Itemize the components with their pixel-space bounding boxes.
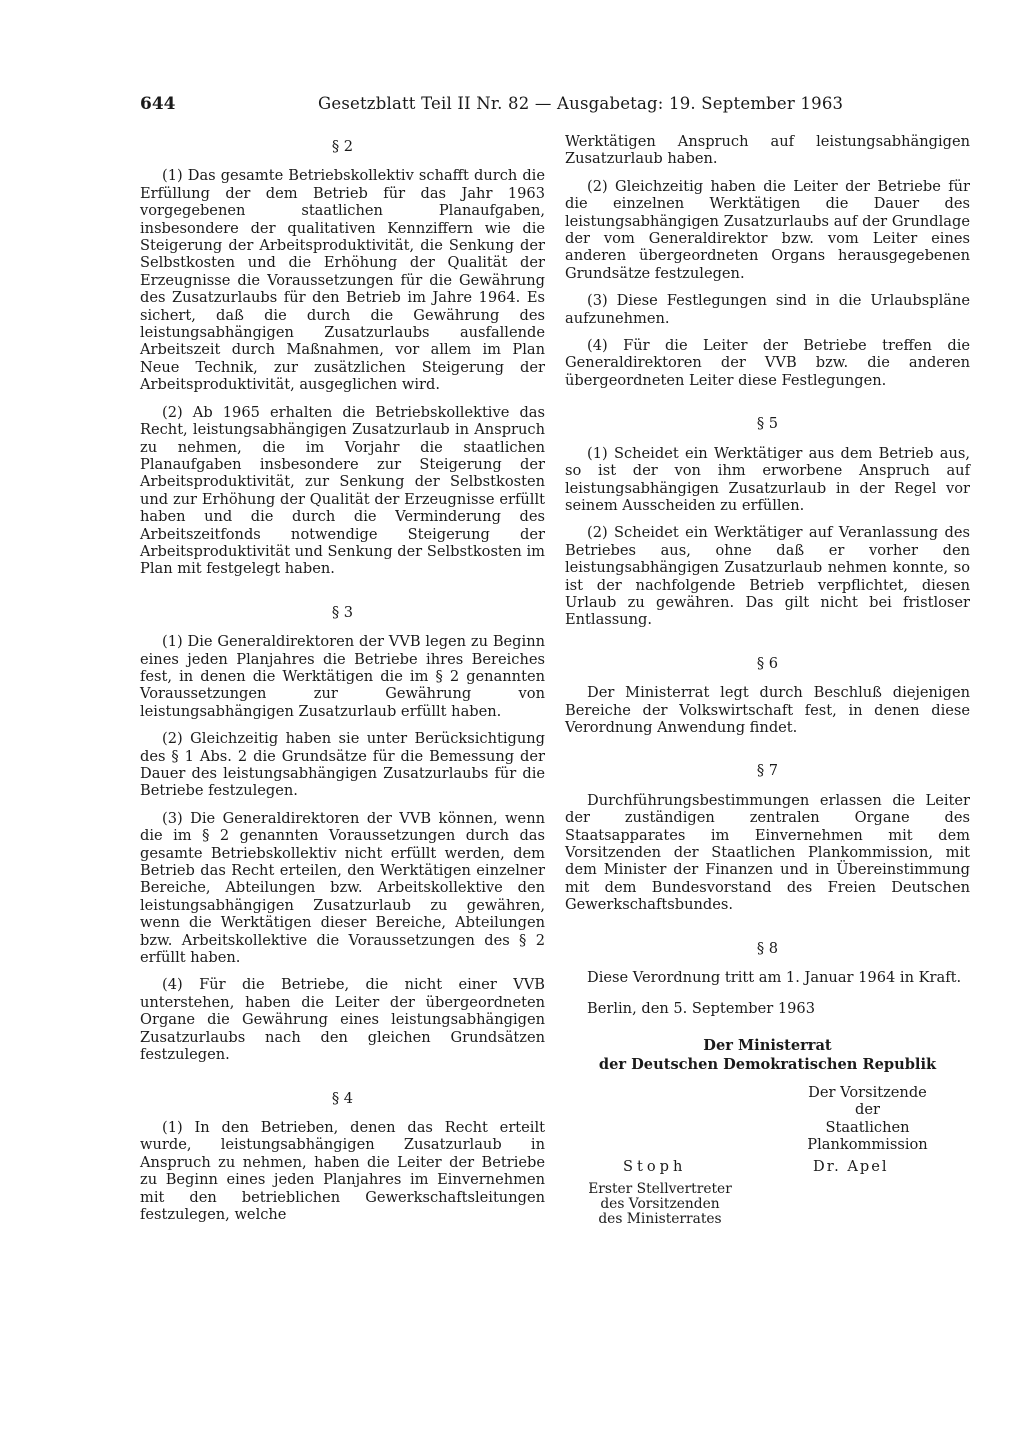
section-heading-5: § 5 [756, 415, 779, 433]
paragraph: Diese Verordnung tritt am 1. Januar 1964 in Kraft. [587, 969, 962, 987]
paragraph-continuation: Werktätigen Anspruch auf leistungsabhängigen Zusatzurlaub haben. [565, 133, 970, 168]
signatory-title-right-line3: Staatlichen Plankommission [807, 1118, 928, 1154]
paragraph: (1) Scheidet ein Werktätiger aus dem Betrieb aus, so ist der von ihm erworbene Anspruch auf leistungsabhängigen Zusatzurlaub in der Regel vor seinem Ausscheiden zu erfüllen. [565, 444, 970, 514]
page-header [140, 94, 970, 118]
paragraph: (2) Gleichzeitig haben sie unter Berücksichtigung des § 1 Abs. 2 die Grundsätze für die Bemessung der Dauer des leistungsabhängigen Zusatzurlaubs für die Betriebe festzulegen. [140, 730, 545, 800]
paragraph: Der Ministerrat legt durch Beschluß diejenigen Bereiche der Volkswirtschaft fest, in denen diese Verordnung Anwendung findet. [565, 684, 970, 736]
right-column [565, 133, 970, 1244]
paragraph: (4) Für die Leiter der Betriebe treffen die Generaldirektoren der VVB bzw. die anderen übergeordneten Leiter diese Festlegungen. [565, 337, 970, 389]
paragraph: (2) Gleichzeitig haben die Leiter der Betriebe für die einzelnen Werktätigen die Dauer des leistungsabhängigen Zusatzurlaubs auf der Grundlage der vom Generaldirektor bzw. vom Leiter eines anderen übergeordneten Organs herausgegebenen Grundsätze festzulegen. [565, 177, 970, 282]
signatory-title-left [565, 1182, 755, 1227]
section-heading-7: § 7 [756, 762, 779, 780]
page-number: 644 [140, 94, 176, 114]
section-heading-2: § 2 [331, 138, 354, 155]
signatory-title-left-line1: Erster Stellvertreter [588, 1180, 732, 1197]
section-heading-8: § 8 [756, 939, 779, 957]
paragraph: (1) In den Betrieben, denen das Recht erteilt wurde, leistungsabhängigen Zusatzurlaub in Anspruch zu nehmen, haben die Leiter der Betriebe zu Beginn eines jeden Planjahres im Einvernehmen mit den betrieblichen Gewerkschaftsleitungen festzulegen, welche [140, 1118, 545, 1223]
signatory-title-left-line2: des Vorsitzenden [600, 1195, 720, 1212]
section-heading-6: § 6 [756, 654, 779, 672]
signing-body-line2: der Deutschen Demokratischen Republik [598, 1055, 937, 1073]
paragraph: (2) Scheidet ein Werktätiger auf Veranlassung des Betriebes aus, ohne daß er vorher den leistungsabhängigen Zusatzurlaub nehmen konnte, so ist der nachfolgende Betrieb verpflichtet, diesen Urlaub zu gewähren. Das gilt nicht bei fristloser Entlassung. [565, 524, 970, 629]
paragraph: (3) Diese Festlegungen sind in die Urlaubspläne aufzunehmen. [565, 292, 970, 327]
signatory-title-left-line3: des Ministerrates [598, 1210, 722, 1227]
signatory-name-right: Dr. Apel [813, 1157, 889, 1175]
paragraph: Durchführungsbestimmungen erlassen die Leiter der zuständigen zentralen Organe des Staatsapparates im Einvernehmen mit dem Vorsitzenden der Staatlichen Plankommission, mit dem Minister der Finanzen und in Übereinstimmung mit dem Bundesvorstand des Freien Deutschen Gewerkschaftsbundes. [565, 791, 970, 914]
signatory-title-right-line1: Der Vorsitzende [808, 1083, 927, 1101]
section-heading-4: § 4 [331, 1089, 354, 1107]
paragraph: (4) Für die Betriebe, die nicht einer VVB unterstehen, haben die Leiter der übergeordneten Organe die Gewährung eines leistungsabhängigen Zusatzurlaubs nach den gleichen Grundsätzen festzulegen. [140, 976, 545, 1064]
signature-area [565, 1084, 970, 1244]
paragraph: (2) Ab 1965 erhalten die Betriebskollektive das Recht, leistungsabhängigen Zusatzurlaub in Anspruch zu nehmen, die im Vorjahr die staatlichen Planaufgaben insbesondere zur Steigerung der Arbeitsproduktivität, zur Senkung der Selbstkosten und zur Erhöhung der Qualität der Erzeugnisse erfüllt haben und die durch die Verminderung des Arbeitszeitfonds notwendige Steigerung der Arbeitsproduktivität und Senkung der Selbstkosten im Plan mit festgelegt haben. [140, 403, 545, 578]
left-column [140, 133, 545, 1233]
paragraph: (1) Die Generaldirektoren der VVB legen zu Beginn eines jeden Planjahres die Betriebe ihres Bereiches fest, in denen die Werktätigen die im § 2 genannten Voraussetzungen zur Gewährung von leistungsabhängigen Zusatzurlaub erfüllt haben. [140, 633, 545, 720]
paragraph: (3) Die Generaldirektoren der VVB können, wenn die im § 2 genannten Voraussetzungen durch das gesamte Betriebskollektiv nicht erfüllt werden, dem Betrieb das Recht erteilen, den Werktätigen einzelner Bereiche, Abteilungen bzw. Arbeitskollektive den leistungsabhängigen Zusatzurlaub zu gewähren, wenn die Werktätigen dieser Bereiche, Abteilungen bzw. Arbeitskollektive die Voraussetzungen des § 2 erfüllt haben. [140, 809, 545, 967]
section-heading-3: § 3 [331, 603, 354, 621]
signatory-name-left: Stoph [623, 1157, 687, 1175]
signature-block [565, 1036, 970, 1244]
place-date: Berlin, den 5. September 1963 [587, 1000, 815, 1018]
paragraph: (1) Das gesamte Betriebskollektiv schafft durch die Erfüllung der dem Betrieb für das Jahr 1963 vorgegebenen staatlichen Planaufgaben, insbesondere der qualitativen Kennziffern wie die Steigerung der Arbeitsproduktivität, die Senkung der Selbstkosten und die Erhöhung der Qualität der Erzeugnisse die Voraussetzungen für die Gewährung des Zusatzurlaubs für den Betrieb im Jahre 1964. Es sichert, daß die durch die Gewährung des leistungsabhängigen Zusatzurlaubs ausfallende Arbeitszeit durch Maßnahmen, vor allem im Plan Neue Technik, zur zusätzlichen Steigerung der Arbeitsproduktivität, ausgeglichen wird. [140, 167, 545, 394]
signing-body-line1: Der Ministerrat [703, 1036, 832, 1054]
signatory-title-right [765, 1084, 970, 1154]
running-head: Gesetzblatt Teil II Nr. 82 — Ausgabetag: 19. September 1963 [318, 94, 844, 113]
signatory-title-right-line2: der [855, 1101, 880, 1119]
